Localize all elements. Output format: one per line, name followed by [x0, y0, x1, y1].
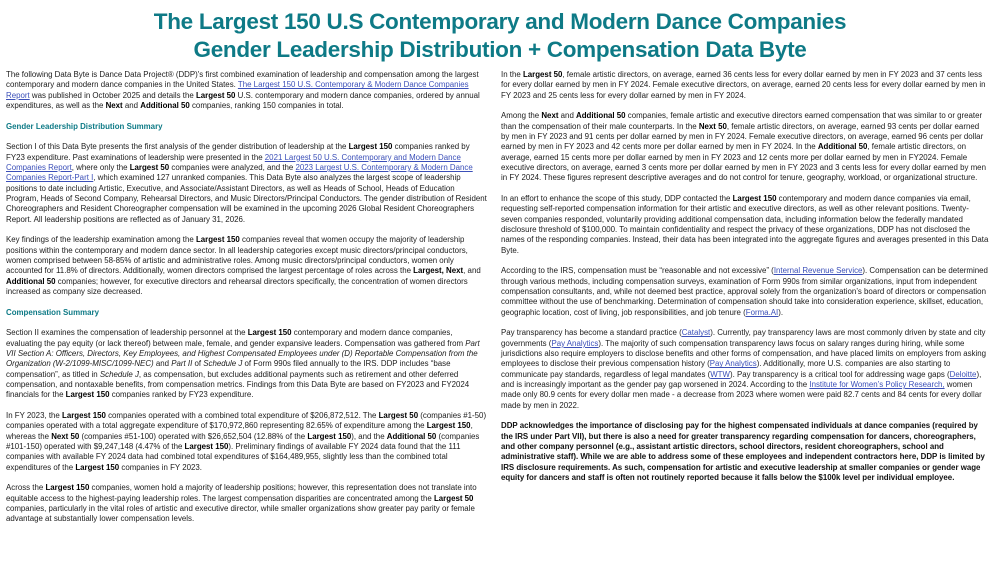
text: In an effort to enhance the scope of this study, DDP contacted the: [501, 194, 733, 204]
text: women made only 80.9 cents for every dollar men made - a decrease from 2023 where women were paid 82.7 cents and 84 cents for every dollar made by men in 2022.: [501, 380, 982, 410]
text: companies were analyzed, and the: [169, 163, 296, 172]
text: According to the IRS, compensation must be “reasonable and not excessive” (: [501, 266, 774, 276]
largest-150-report-link[interactable]: The Largest 150 U.S. Contemporary & Modern Dance Companies Report: [6, 80, 469, 100]
acknowledgement-paragraph: DDP acknowledges the importance of disclosing pay for the highest compensated individuals at dance companies (required by the IRS under Part VII), but there is also a need for greater transparency regarding compensation for dancers, choreographers, and other company personnel (e.g., assistant artistic directors, school directors, resident choreographers, school and administrative staff). While we are able to address some of these employees and independent contractors here, DDP is limited by IRS disclosure requirements. As such, compensation for artistic and executive leadership at smaller companies or gender wage equity for dancers and staff is often not routinely reported because it falls below the $100k level per individual employee.: [501, 421, 985, 483]
text: , female artistic directors, on average, earned 36 cents less for every dollar earned by men in FY 2023 and 37 cents less for every dollar earned by men in FY 2024. Female executive directors, on average, earned 20 cents less for every dollar earned by men in FY 2023 and 25 cents less for every dollar earned by men in FY 2024.: [501, 70, 986, 100]
italic-text: Schedule J: [203, 359, 243, 369]
text: and: [558, 111, 577, 121]
gender-leadership-heading: Gender Leadership Distribution Summary: [6, 121, 163, 131]
italic-text: Part II: [171, 359, 193, 369]
text: , and: [463, 266, 481, 276]
bold-text: Largest 150: [65, 390, 110, 400]
key-findings-paragraph: [6, 235, 487, 297]
2023-report-link[interactable]: 2023 Largest U.S. Contemporary & Modern Dance Companies Report-Part I: [6, 163, 473, 183]
bold-text: Largest 150: [247, 328, 292, 338]
text: (companies #101-150) operated with $9,247,148 (4.47% of the: [6, 431, 480, 452]
forma-ai-link[interactable]: Forma.AI: [745, 307, 779, 317]
title-line-1: The Largest 150 U.S Contemporary and Modern Dance Companies: [153, 9, 847, 34]
text: ). The majority of such compensation transparency laws focus on salary ranges during hiring, while some jurisdictions also require employers to disclose benefits and other forms of compensation, and have placed limits on employers from asking employees to disclose their previous compensation history (: [501, 338, 987, 369]
fy2023-paragraph: [6, 411, 487, 473]
text: ). Currently, pay transparency laws are most commonly driven by state and city governments (: [501, 328, 986, 348]
iwpr-link[interactable]: Institute for Women’s Policy Research,: [809, 380, 945, 390]
text: ), and the: [351, 431, 387, 441]
bold-text: Largest 150: [732, 194, 777, 204]
text: Section II examines the compensation of leadership personnel at the: [6, 328, 248, 338]
text: The following Data Byte is Dance Data Project® (DDP)'s first combined examination of leadership and compensation among the largest contemporary and modern dance companies in the United States.: [6, 70, 479, 90]
text: ). Additionally, more U.S. companies are also starting to communicate pay standards, regardless of legal mandates (: [501, 359, 951, 379]
page-title: [0, 0, 1000, 70]
text: contemporary and modern dance companies via email, requesting self-reported compensation information for their artistic and executive directors, as well as other relevant positions. Twenty-seven companies responded, voluntarily providing additional compensation data, including information below the federally mandated disclosure threshold of $100,000. To maintain confidentiality and respect the privacy of these organizations, DDP has not disclosed the names of the responding companies. Instead, their data has been integrated into the aggregate figures and averages presented in this Data Byte.: [501, 194, 989, 255]
text: (companies #51-100) operated with $26,652,504 (12.88% of the: [79, 431, 308, 441]
bold-text: Additional 50: [576, 111, 626, 121]
bold-text: Additional 50: [6, 276, 56, 286]
text: companies reveal that women occupy the majority of leadership positions within the contemporary and modern dance sector. In all leadership categories except music directors/principal conductors, women comprised between 58-85% of artistic and administrative roles. Among music directors/principal conductors, women only accounted for 11.8% of directors. Additionally, women directors comprised the largest percentage of roles across the: [6, 235, 468, 276]
text: U.S. contemporary and modern dance companies, ordered by annual expenditures, as well as the: [6, 90, 480, 111]
text: companies ranked by FY23 expenditure.: [109, 390, 254, 400]
text: and: [153, 359, 172, 369]
largest50-paragraph: [501, 70, 989, 101]
bold-text: Next: [541, 111, 559, 121]
section2-paragraph: [6, 328, 487, 400]
next-additional-paragraph: [501, 111, 989, 183]
pay-transparency-paragraph: [501, 328, 989, 411]
right-column: [501, 70, 989, 535]
bold-text: Largest 50: [378, 411, 419, 421]
text: and: [122, 101, 141, 111]
left-column: [6, 70, 487, 535]
bold-text: Largest 150: [62, 411, 106, 421]
text: companies, women hold a majority of leadership positions; however, this representation does not translate into equitable access to the highest-paying leadership roles. The largest compensation disparities are concentrated among the: [6, 483, 477, 503]
pay-analytics-link[interactable]: Pay Analytics: [551, 338, 599, 348]
text: ). Compensation can be determined through various methods, including compensation surveys, examination of Form 990s from similar organizations, input from independent compensation consultants, and, while not deemed best practice, approval solely from the organization’s board of directors or compensation committee without the use of benchmarking. Determination of compensation should take into consideration experience, skillset, education, geographic location, cost of living, job responsibilities, and job tenure (: [501, 266, 988, 317]
text: companies in FY 2023.: [119, 462, 202, 472]
text: , which examined 127 unranked companies. This Data Byte also analyzes the largest scope of leadership positions to date including Artistic, Executive, and Associate/Assistant Directors, as well as Heads of School, Heads of Education Program, Heads of Second Company, Rehearsal Directors, and Music Directors/Principal Conductors. The gender distribution of Resident Choreographers and Resident Choreographer compensation will be examined in the upcoming 2026 Global Resident Choreographers Report. All leadership positions are reflected as of January 31, 2026.: [6, 173, 487, 224]
bold-text: Next 50: [51, 431, 80, 441]
text: Across the: [6, 483, 46, 493]
bold-text: Largest 50: [195, 90, 236, 100]
text: , female artistic directors, on average, earned 15 cents more per dollar earned by men in FY 2023 and 12 cents more per dollar earned by men in FY2024. Female executive directors, on average, earned 3 cents more per dollar earned by men in FY 2023 and 3 cents less for every dollar earned by men in FY 2024. These figures represent descriptive averages and do not control for tenure, geography, workload, or organizational structure.: [501, 142, 986, 183]
title-line-2: Gender Leadership Distribution + Compensation Data Byte: [193, 37, 807, 62]
text: , female artistic directors, on average, earned 93 cents per dollar earned by men in FY 2023 and 91 cents per dollar earned by men in FY 2024. Female executive directors, on average, earned 96 cents per dollar earned by men in FY 2023 and 42 cents more per dollar earned by men in FY 2024. In the: [501, 121, 984, 152]
bold-text: Largest 150: [45, 483, 90, 493]
bold-text: Largest 50: [129, 163, 170, 172]
text: Section I of this Data Byte presents the first analysis of the gender distribution of leadership at the: [6, 142, 349, 152]
text: Among the: [501, 111, 542, 121]
bold-text: Largest 150: [426, 421, 471, 431]
italic-text: Schedule J: [99, 369, 139, 379]
2021-report-link[interactable]: 2021 Largest 50 U.S. Contemporary and Modern Dance Companies Report: [6, 152, 461, 172]
irs-link[interactable]: Internal Revenue Service: [773, 266, 863, 276]
text: ). Preliminary findings of available FY 2024 data found that the 111 companies with available FY 2024 data had combined total expenditures of $164,489,955, slightly less than the combined total expenditures of the: [6, 442, 461, 472]
irs-paragraph: [501, 266, 989, 318]
text: (companies #1-50) companies operated with a total aggregate expenditure of $170,972,860 representing 82.65% of expenditure among the: [6, 411, 487, 431]
bold-text: Largest 150: [184, 442, 229, 452]
italic-text: Part VII Section A: Officers, Directors, Key Employees, and Highest Compensated Employees under (D) Reportable Compensation from the Organization (W-2/1099-MISC/1099-NEC): [6, 338, 480, 369]
bold-text: Largest 150: [348, 142, 393, 152]
deloitte-link[interactable]: Deloitte: [949, 369, 977, 379]
catalyst-link[interactable]: Catalyst: [681, 328, 711, 338]
pay-analytics-link-2[interactable]: Pay Analytics: [709, 359, 757, 369]
bold-text: Additional 50: [386, 431, 437, 441]
text: ). Pay transparency is a critical tool for addressing wage gaps (: [729, 369, 950, 379]
text: companies operated with a combined total expenditure of $206,872,512. The: [105, 411, 379, 421]
text: companies; however, for executive directors and rehearsal directors specifically, the concentration of women directors increased as company size decreased.: [6, 276, 468, 297]
bold-text: Largest, Next: [413, 266, 464, 276]
text: companies, particularly in the vital roles of artistic and executive director, while smaller organizations show greater pay parity or female advantage at substantially lower compensation levels.: [6, 504, 475, 524]
bold-text: Next 50: [698, 121, 727, 131]
bold-text: Largest 50: [522, 70, 563, 79]
effort-paragraph: [501, 194, 989, 256]
text: companies, female artistic and executive directors earned compensation that was similar to or greater than the compensation of their male counterparts. In the: [501, 111, 983, 131]
content-columns: [0, 70, 1000, 535]
text: In FY 2023, the: [6, 411, 63, 421]
compensation-summary-heading: Compensation Summary: [6, 307, 99, 317]
text: , where only the: [71, 163, 130, 172]
text: was published in October 2025 and details the: [29, 90, 196, 100]
section1-paragraph: [6, 142, 487, 225]
intro-paragraph: [6, 70, 487, 111]
text: companies ranked by FY23 expenditure. Past examinations of leadership were presented in the: [6, 142, 470, 162]
text: companies, ranking 150 companies in total.: [189, 101, 344, 111]
bold-text: Largest 50: [433, 493, 474, 503]
bold-text: Additional 50: [140, 101, 190, 111]
bold-text: Largest 150: [307, 431, 352, 441]
bold-text: Next: [105, 101, 123, 111]
wtw-link[interactable]: WTW: [710, 369, 730, 379]
text: ), and is increasingly important as the gender pay gap worsened in 2024. According to the: [501, 369, 982, 390]
text: of Form 990s filed annually to the IRS. DDP includes “base compensation”, as titled in: [6, 359, 451, 379]
text: Pay transparency has become a standard practice (: [501, 328, 682, 338]
text: , whereas the: [6, 421, 473, 441]
bold-text: Largest 150: [75, 462, 120, 472]
across-paragraph: [6, 483, 487, 524]
text: In the: [501, 70, 523, 79]
bold-text: Additional 50: [817, 142, 868, 152]
text: , as compensation, but excludes additional payments such as retirement and other deferred compensation, and nontaxable benefits, from compensation metrics. Findings from this Data Byte are based on FY2023 and FY2024 financials for the: [6, 369, 470, 400]
text: Key findings of the leadership examination among the: [6, 235, 196, 245]
text: ).: [778, 307, 784, 317]
text: of: [192, 359, 204, 369]
bold-text: Largest 150: [195, 235, 240, 245]
text: contemporary and modern dance companies, evaluating the pay equity (or lack thereof) between male, female, and gender expansive leaders. Compensation was gathered from: [6, 328, 466, 348]
